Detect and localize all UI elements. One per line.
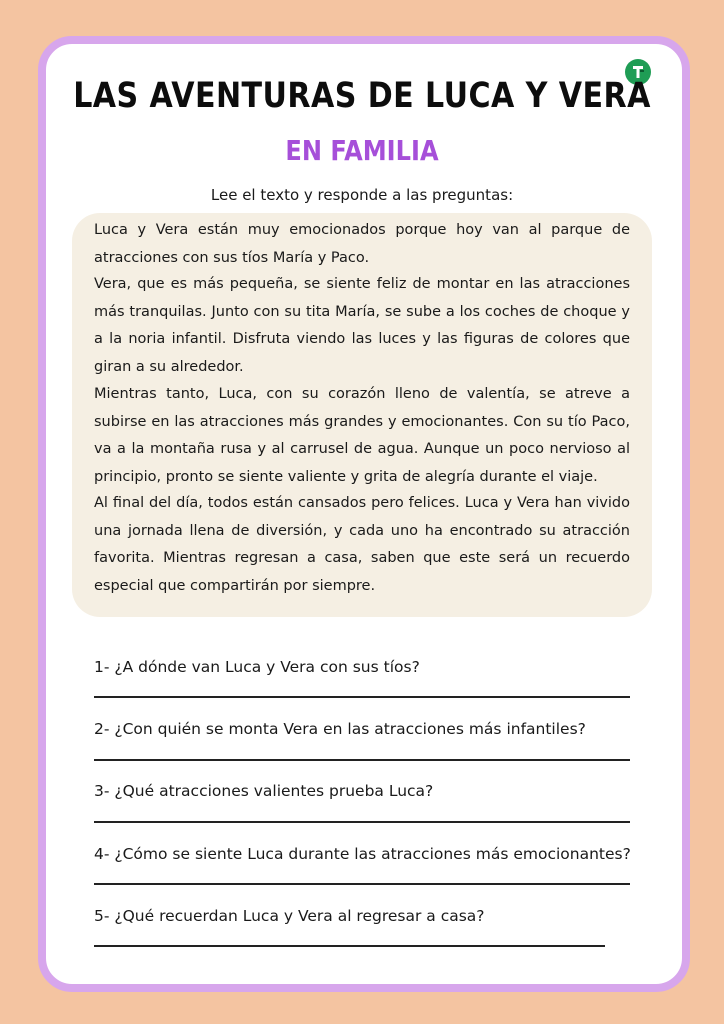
paragraph-4: Al final del día, todos están cansados pero felices. Luca y Vera han vivido una jornada llena de diversión, y cada uno ha encontrado su atracción favorita. Mientras regresan a casa, saben que este será un recuerdo especial que compartirán por siempre. bbox=[94, 495, 630, 594]
answer-line-1[interactable] bbox=[94, 696, 630, 698]
paragraph-1: Luca y Vera están muy emocionados porque hoy van al parque de atracciones con sus tíos María y Paco. bbox=[94, 222, 630, 266]
question-4: 4- ¿Cómo se siente Luca durante las atracciones más emocionantes? bbox=[94, 845, 631, 863]
question-5: 5- ¿Qué recuerdan Luca y Vera al regresar a casa? bbox=[94, 907, 485, 925]
question-3: 3- ¿Qué atracciones valientes prueba Luca? bbox=[94, 782, 434, 800]
page-title: LAS AVENTURAS DE LUCA Y VERA bbox=[73, 76, 651, 116]
answer-line-4[interactable] bbox=[94, 883, 630, 885]
question-2: 2- ¿Con quién se monta Vera en las atracciones más infantiles? bbox=[94, 720, 586, 738]
page-subtitle: EN FAMILIA bbox=[285, 134, 439, 167]
instruction-text: Lee el texto y responde a las preguntas: bbox=[210, 186, 514, 204]
answer-line-3[interactable] bbox=[94, 821, 630, 823]
question-1: 1- ¿A dónde van Luca y Vera con sus tíos? bbox=[94, 658, 420, 676]
paragraph-2: Vera, que es más pequeña, se siente feliz de montar en las atracciones más tranquilas. Junto con su tita María, se sube a los coches de choque y a la noria infantil. Disfruta viendo las luces y las figuras de colores que giran a su alrededor. bbox=[94, 276, 630, 375]
answer-line-5[interactable] bbox=[94, 945, 605, 947]
paragraph-3: Mientras tanto, Luca, con su corazón lleno de valentía, se atreve a subirse en las atracciones más grandes y emocionantes. Con su tío Paco, va a la montaña rusa y al carrusel de agua. Aunque un poco nervioso al principio, pronto se siente valiente y grita de alegría durante el viaje. bbox=[94, 386, 630, 485]
answer-line-2[interactable] bbox=[94, 759, 630, 761]
